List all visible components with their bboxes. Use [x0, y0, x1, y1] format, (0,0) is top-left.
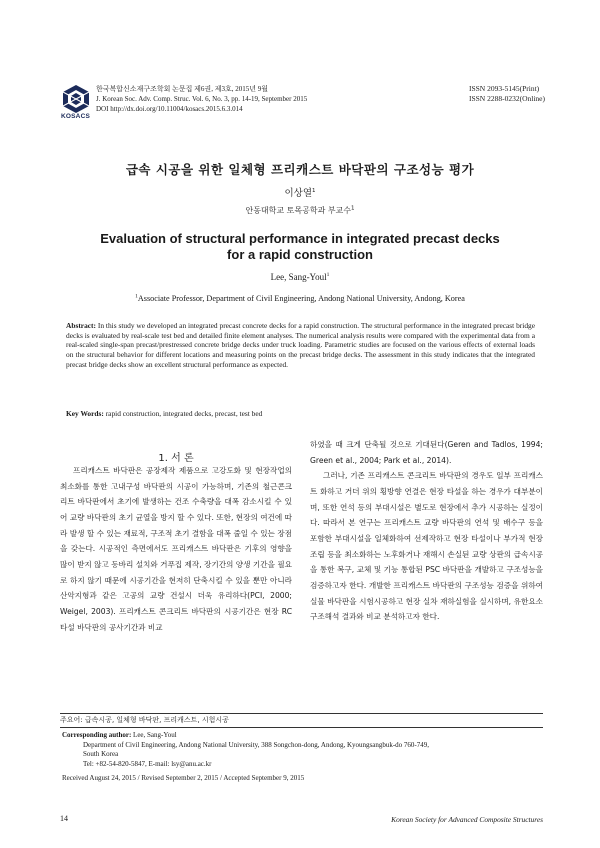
body-paragraph: 그러나, 기존 프리캐스트 콘크리트 바닥판의 경우도 일부 프리캐스트 화하고 거더 위의 횡방향 연결은 현장 타설을 하는 경우가 대부분이며, 또한 연석 등의 부대시설은 별도로 현장에서 추가 시공하는 실정이다. 따라서 본 연구는 프리캐스트 교량 바닥판의 연석 및 배수구 등을 포함한 부대시설을 일체화하여 선제작하고 현장 타설이나 부가적 현장 조립 등을 최소화하는 노후화거나 재해시 손실된 교량 상판의 급속시공을 통한 복구, 교체 및 기능 통합된 PSC 바닥판을 개발하고 구조성능을 검증하고자 한다. 개발한 프리캐스트 바닥판의 구조성능 검증을 위하여 실물 바닥판을 시험시공하고 현장 실차 재하실험을 실시하며, 유한요소 구조해석 결과와 비교 분석하고자 한다.	[310, 471, 543, 622]
logo-text: KOSACS	[61, 113, 91, 120]
doi-link[interactable]: DOI http://dx.doi.org/10.11004/kosacs.2015.6.3.014	[96, 105, 243, 113]
author-ko-sup: 1	[312, 187, 316, 194]
paper-title-en-line1: Evaluation of structural performance in integrated precast decks	[100, 231, 500, 246]
section-heading-introduction: 1. 서 론	[158, 453, 194, 464]
keywords-text: rapid construction, integrated decks, precast, test bed	[105, 409, 263, 418]
received-dates: Received August 24, 2015 / Revised September 2, 2015 / Accepted September 9, 2015	[62, 774, 305, 782]
affiliation-ko-sup: 1	[351, 205, 355, 212]
abstract-text: In this study we developed an integrated precast concrete decks for a rapid construction. The structural performance in the integrated precast bridge decks is evaluated by real-scale test bed and detailed finite element analyses. The numerical analysis results were compared with the experimental data from a real-scaled single-span precast/prestressed concrete bridge decks under truck loading. Parametric studies are focused on the various effects of external loads on the structural behavior for different locations and measuring points on the precast bridge decks. The assessment in this study indicates that the integrated precast bridge decks show an excellent structural performance as expected.	[66, 321, 535, 369]
kosacs-logo	[60, 84, 92, 124]
abstract-label: Abstract:	[66, 321, 96, 330]
author-en	[0, 272, 600, 282]
affiliation-ko	[0, 205, 600, 216]
footnote-divider	[60, 713, 543, 714]
issn-block	[469, 84, 545, 103]
author-en-sup: 1	[326, 272, 330, 278]
footnote-divider	[60, 727, 543, 728]
abstract	[66, 321, 535, 370]
body-paragraph: 프리캐스트 바닥판은 공장제작 제품으로 고강도화 및 현장작업의 최소화를 통한 고내구성 바닥판의 시공이 가능하며, 기존의 철근콘크리트 바닥판에서 초기에 발생하는 건조 수축량을 대폭 감소시킬 수 있어 교량 바닥판의 초기 균열을 방지 할 수 있다. 또한, 현장의 여건에 따라 발생 할 수 있는 재료적, 구조적 초기 결함을 대폭 줄일 수 있는 장점을 갖는다. 시공적인 측면에서도 프리캐스트 바닥판은 기후의 영향을 많이 받지 않고 동바리 설치와 거푸집 제작, 장기간의 양생 기간을 필요로 하지 않기 때문에 시공기간을 현저히 단축시킬 수 있을 뿐만 아니라 산악지형과 같은 고공의 교량 건설시 더욱 유리하다(PCI, 2000; Weigel, 2003). 프리캐스트 콘크리트 바닥판의 시공기간은 현장 RC타설 바닥판의 공사기간과 비교	[60, 466, 292, 632]
keywords-ko	[60, 715, 360, 725]
corresponding-name: Lee, Sang-Youl	[133, 731, 177, 739]
author-ko	[0, 185, 600, 199]
corresponding-country: South Korea	[83, 750, 119, 759]
journal-footer: Korean Society for Advanced Composite Structures	[391, 815, 543, 824]
author-en-name: Lee, Sang-Youl	[270, 272, 327, 282]
body-column-right	[310, 437, 543, 625]
keywords-label: Key Words:	[66, 409, 104, 418]
issn-online: ISSN 2288-0232(Online)	[468, 93, 545, 103]
journal-header	[60, 84, 545, 124]
paper-title-en	[90, 231, 510, 263]
hexagon-logo-icon	[60, 84, 92, 114]
body-column-left	[60, 463, 292, 635]
page-number: 14	[60, 814, 68, 823]
affiliation-en	[0, 294, 600, 303]
body-paragraph-continued: 하였을 때 크게 단축될 것으로 기대된다(Geren and Tadlos, 1994; Green et al., 2004; Park et al., 2014).	[310, 440, 543, 465]
affiliation-en-text: Associate Professor, Department of Civil Engineering, Andong National University, Andong, Korea	[137, 294, 465, 303]
journal-name-en: J. Korean Soc. Adv. Comp. Struc. Vol. 6, No. 3, pp. 14-19, September 2015	[96, 95, 308, 103]
affiliation-ko-text: 안동대학교 토목공학과 부교수	[245, 206, 352, 215]
affiliation-en-sup: 1	[135, 293, 138, 300]
keywords-ko-label: 주요어:	[60, 716, 83, 724]
journal-name-ko: 한국복합신소재구조학회 논문집 제6권, 제3호, 2015년 9월	[96, 85, 268, 93]
journal-citation	[96, 84, 307, 114]
paper-title-en-line2: for a rapid construction	[227, 247, 373, 262]
corresponding-author	[62, 731, 542, 769]
keywords-ko-text: 급속시공, 일체형 바닥판, 프리캐스트, 시험시공	[84, 716, 229, 724]
corresponding-address: Department of Civil Engineering, Andong National University, 388 Songchon-dong, Andong, Kyoungsangbuk-do 760-749,	[83, 740, 430, 749]
corresponding-contact: Tel: +82-54-820-5847, E-mail: lsy@anu.ac.kr	[83, 759, 212, 768]
paper-title-ko: 급속 시공을 위한 일체형 프리캐스트 바닥판의 구조성능 평가	[125, 162, 475, 177]
corresponding-label: Corresponding author:	[62, 731, 132, 739]
author-ko-name: 이상열	[284, 188, 313, 199]
issn-print: ISSN 2093-5145(Print)	[468, 84, 540, 93]
keywords	[66, 409, 535, 419]
